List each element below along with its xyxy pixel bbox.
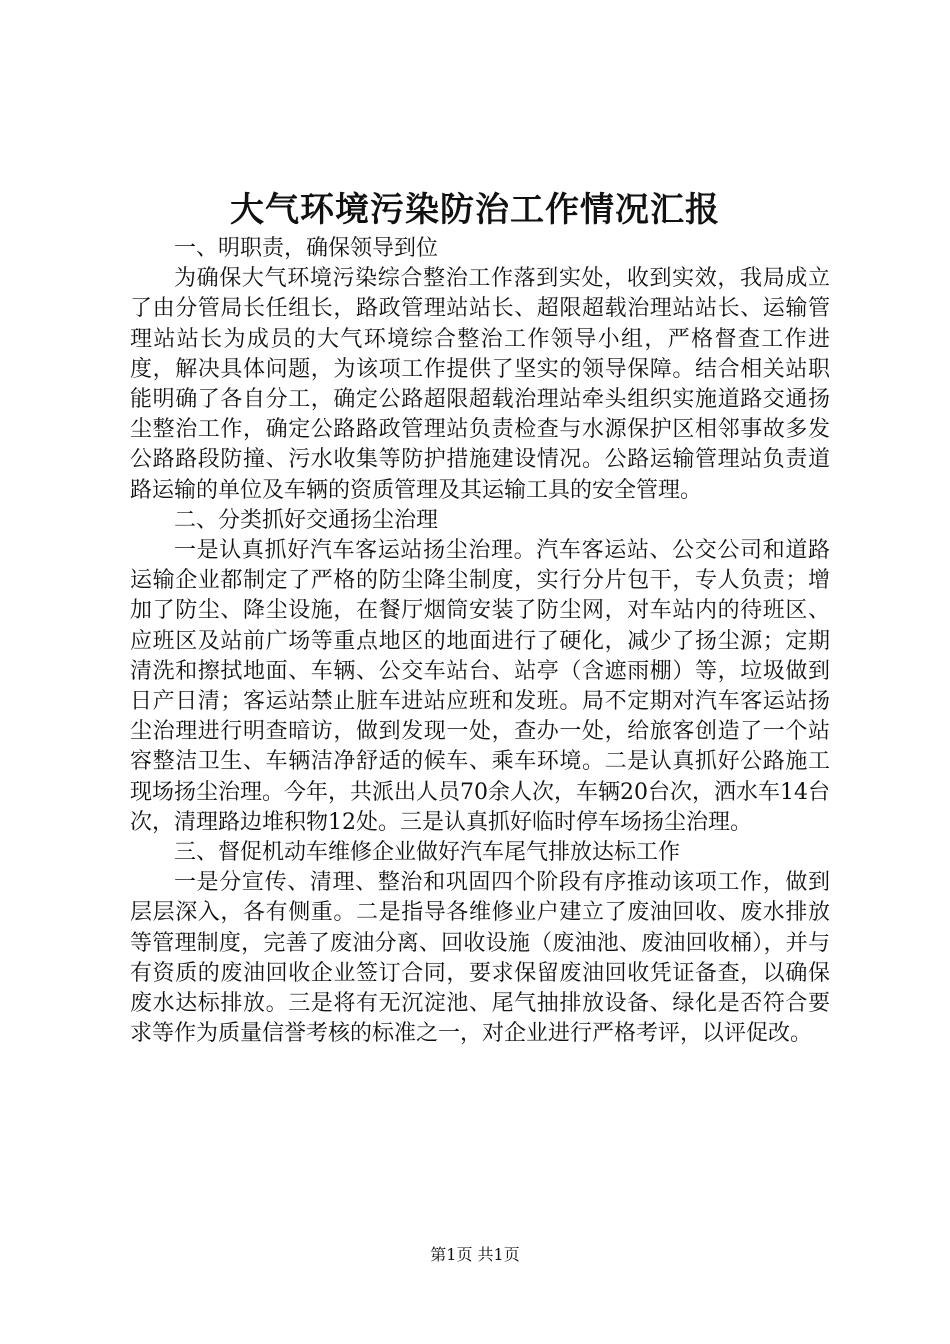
page-footer: 第1页 共1页: [430, 1245, 520, 1264]
section-1-paragraph-1: 为确保大气环境污染综合整治工作落到实处，收到实效，我局成立了由分管局长任组长，路政管理站站长、超限超载治理站站长、运输管理站站长为成员的大气环境综合整治工作领导小组，严格督查工作进度，解决具体问题，为该项工作提供了坚实的领导保障。结合相关站职能明确了各自分工，确定公路超限超载治理站牵头组织实施道路交通扬尘整治工作，确定公路路政管理站负责检查与水源保护区相邻事故多发公路路段防撞、污水收集等防护措施建设情况。公路运输管理站负责道路运输的单位及车辆的资质管理及其运输工具的安全管理。: [130, 266, 830, 503]
section-3-paragraph-1: 一是分宣传、清理、整治和巩固四个阶段有序推动该项工作，做到层层深入，各有侧重。二是指导各维修业户建立了废油回收、废水排放等管理制度，完善了废油分离、回收设施（废油池、废油回收桶），并与有资质的废油回收企业签订合同，要求保留废油回收凭证备查，以确保废水达标排放。三是将有无沉淀池、尾气抽排放设备、绿化是否符合要求等作为质量信誉考核的标准之一，对企业进行严格考评，以评促改。: [130, 870, 830, 1047]
document-body: [130, 234, 830, 1049]
section-2-paragraph-1: 一是认真抓好汽车客运站扬尘治理。汽车客运站、公交公司和道路运输企业都制定了严格的防尘降尘制度，实行分片包干，专人负责；增加了防尘、降尘设施，在餐厅烟筒安装了防尘网，对车站内的待班区、应班区及站前广场等重点地区的地面进行了硬化，减少了扬尘源；定期清洗和擦拭地面、车辆、公交车站台、站亭（含遮雨棚）等，垃圾做到日产日清；客运站禁止脏车进站应班和发班。局不定期对汽车客运站扬尘治理进行明查暗访，做到发现一处，查办一处，给旅客创造了一个站容整洁卫生、车辆洁净舒适的候车、乘车环境。二是认真抓好公路施工现场扬尘治理。今年，共派出人员70余人次，车辆20台次，洒水车14台次，清理路边堆积物12处。三是认真抓好临时停车场扬尘治理。: [130, 538, 830, 835]
section-heading-1: 一、明职责，确保领导到位: [174, 236, 439, 261]
document-title: 大气环境污染防治工作情况汇报: [230, 190, 720, 230]
section-heading-2: 二、分类抓好交通扬尘治理: [174, 507, 439, 533]
section-heading-3: 三、督促机动车维修企业做好汽车尾气排放达标工作: [174, 840, 681, 866]
